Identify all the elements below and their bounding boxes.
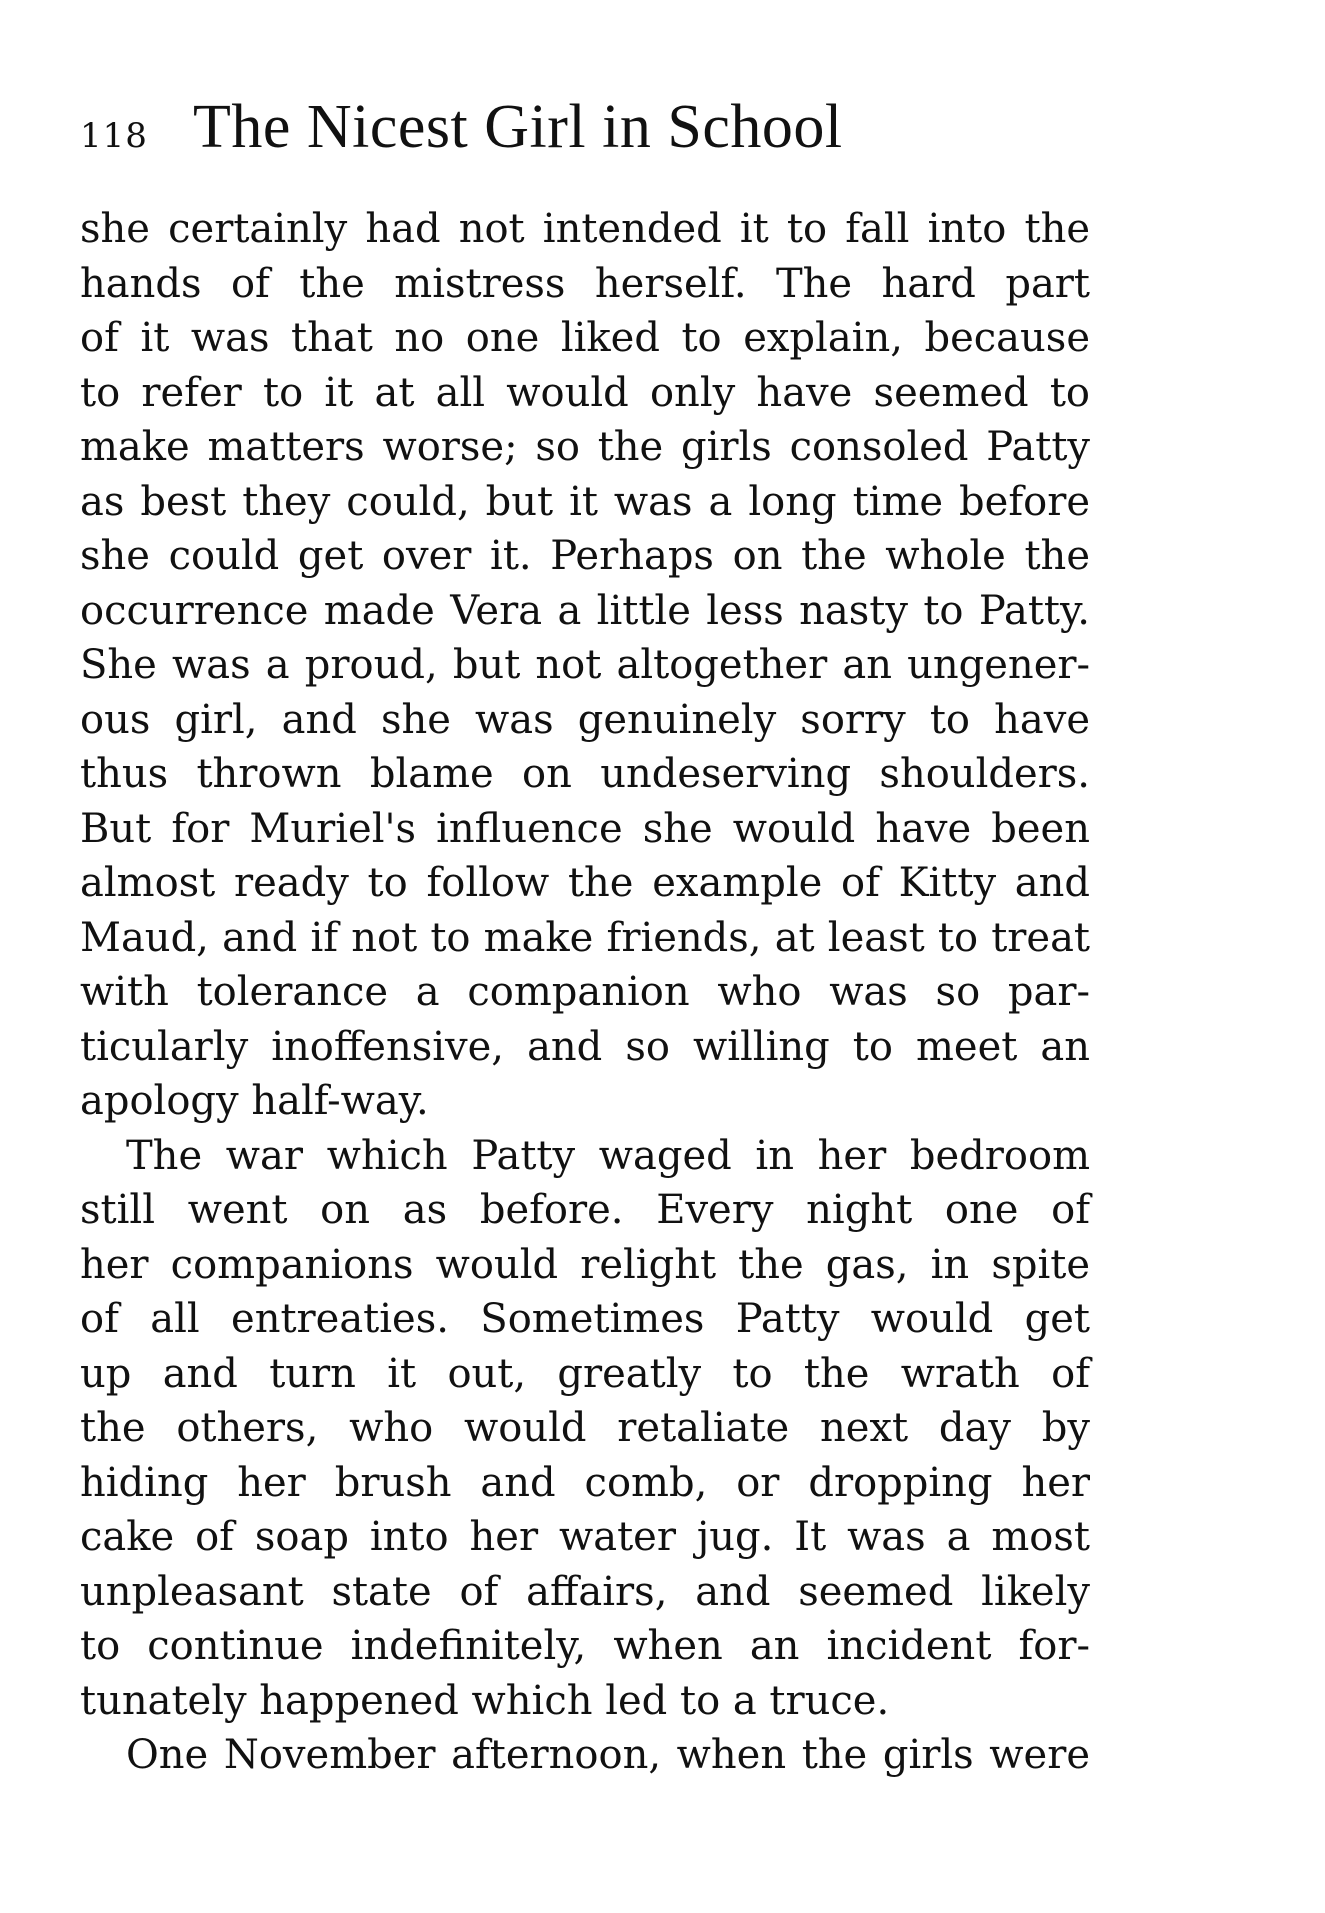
text-line: But for Muriel's influence she would have been: [80, 805, 1090, 852]
paragraph-start-line: One November afternoon, when the girls were: [126, 1732, 1090, 1778]
text-line: cake of soap into her water jug. It was a most: [80, 1514, 1090, 1560]
text-line: unpleasant state of affairs, and seemed likely: [80, 1568, 1090, 1615]
book-title: The Nicest Girl in School: [193, 93, 843, 161]
text-line: she certainly had not intended it to fall into the: [80, 206, 1090, 252]
text-line: hands of the mistress herself. The hard part: [80, 260, 1090, 307]
text-line: up and turn it out, greatly to the wrath of: [80, 1350, 1090, 1397]
paragraph-start-line: The war which Patty waged in her bedroom: [126, 1132, 1090, 1179]
text-line: to continue indefinitely, when an incident for-: [80, 1623, 1090, 1669]
text-line: Maud, and if not to make friends, at least to treat: [80, 914, 1090, 961]
text-line: the others, who would retaliate next day by: [80, 1405, 1090, 1451]
text-line: hiding her brush and comb, or dropping her: [80, 1459, 1090, 1506]
text-line: still went on as before. Every night one of: [80, 1187, 1090, 1233]
text-line: make matters worse; so the girls consoled Patty: [80, 424, 1090, 470]
text-line: her companions would relight the gas, in spite: [80, 1241, 1090, 1288]
text-line: apology half-way.: [80, 1078, 429, 1124]
text-line: of it was that no one liked to explain, because: [80, 315, 1090, 361]
text-line: she could get over it. Perhaps on the whole the: [80, 533, 1090, 579]
running-head: [80, 92, 843, 162]
text-line: occurrence made Vera a little less nasty to Patty.: [80, 587, 1090, 634]
text-line: ticularly inoffensive, and so willing to meet an: [80, 1023, 1090, 1070]
text-line: ous girl, and she was genuinely sorry to have: [80, 696, 1090, 743]
text-line: She was a proud, but not altogether an ungener-: [80, 642, 1090, 688]
text-line: almost ready to follow the example of Kitty and: [80, 860, 1090, 906]
page-number: 118: [80, 116, 148, 156]
text-line: with tolerance a companion who was so par-: [80, 969, 1090, 1015]
text-line: tunately happened which led to a truce.: [80, 1677, 890, 1724]
text-line: of all entreaties. Sometimes Patty would get: [80, 1296, 1090, 1342]
text-line: as best they could, but it was a long time before: [80, 478, 1090, 525]
body-text: [80, 202, 1090, 1783]
text-line: thus thrown blame on undeserving shoulders.: [80, 751, 1090, 797]
text-line: to refer to it at all would only have seemed to: [80, 369, 1090, 416]
